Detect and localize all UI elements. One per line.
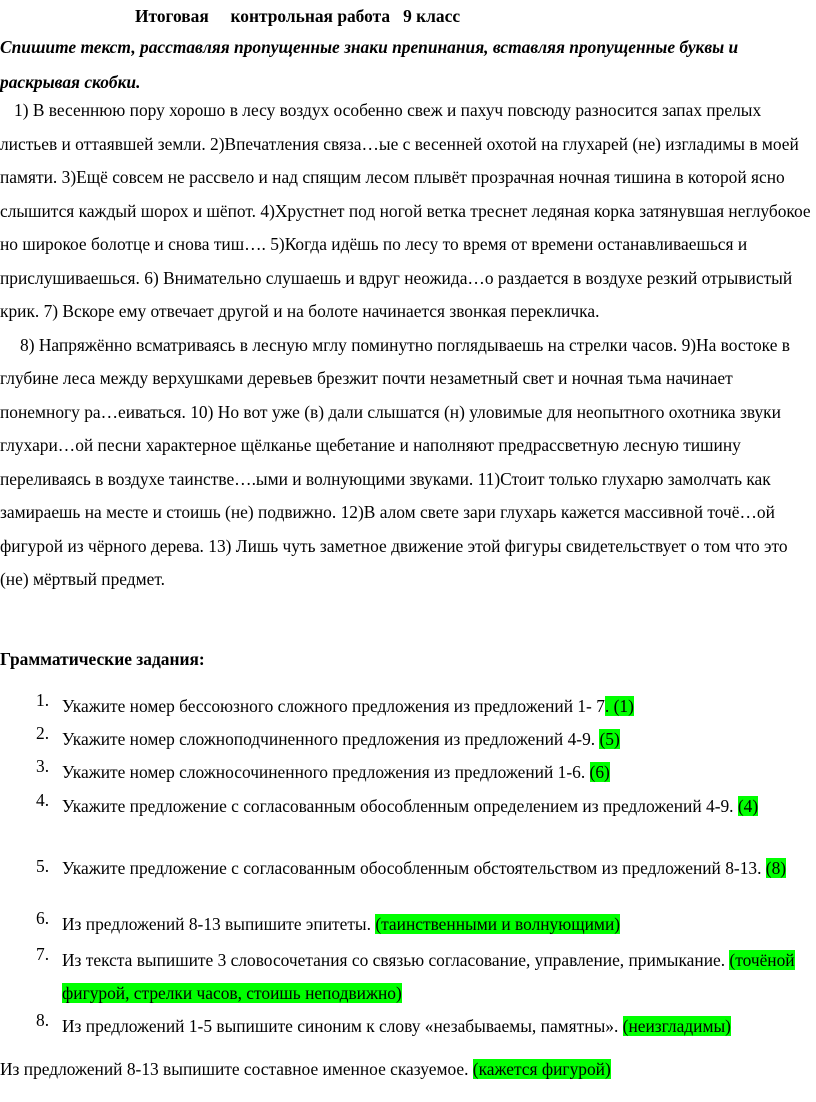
tasks-heading: Грамматические задания: bbox=[0, 649, 205, 669]
task-answer: (5) bbox=[599, 729, 620, 749]
task-text: Из предложений 8-13 выпишите эпитеты. (таинственными и волнующими) bbox=[62, 914, 621, 934]
task-answer: (точёной фигурой, стрелки часов, стоишь неподвижно) bbox=[62, 950, 795, 1003]
task-text: Укажите предложение с согласованным обособленным обстоятельством из предложений 8-13. (8) bbox=[62, 858, 787, 878]
task-number: 5. bbox=[36, 856, 50, 876]
final-task: Из предложений 8-13 выпишите составное именное сказуемое. (кажется фигурой) bbox=[0, 1059, 611, 1079]
task-number: 6. bbox=[36, 908, 50, 928]
task-text: Укажите номер сложноподчиненного предложения из предложений 4-9. (5) bbox=[62, 729, 620, 749]
task-answer: (4) bbox=[737, 796, 759, 816]
paragraph-2: 8) Напряжённо всматриваясь в лесную мглу поминутно поглядываешь на стрелки часов. 9)На востоке в глубине леса между верхушками деревьев брезжит почти незаметный свет и ночная тьма начинает понемногу ра…еиваться. 10) Но вот уже (в) дали слышатся (н) уловимые для неопытного охотника звуки глухари…ой песни характерное щёлканье щебетание и наполняют предрассветную лесную тишину переливаясь в воздухе таинстве….ыми и волнующими звуками. 11)Стоит только глухарю замолчать как замираешь на месте и стоишь (не) подвижно. 12)В алом свете зари глухарь кажется массивной точё…ой фигурой из чёрного дерева. 13) Лишь чуть заметное движение этой фигуры свидетельствует о том что это (не) мёртвый предмет. bbox=[0, 334, 790, 589]
task-answer: (неизгладимы) bbox=[622, 1016, 731, 1036]
task-text: Укажите номер сложносочиненного предложения из предложений 1-6. (6) bbox=[62, 762, 610, 782]
task-number: 1. bbox=[36, 690, 50, 710]
task-number: 8. bbox=[36, 1010, 50, 1030]
task-text: Из предложений 1-5 выпишите синоним к слову «незабываемы, памятны». (неизгладимы) bbox=[62, 1016, 731, 1036]
task-text: Укажите номер бессоюзного сложного предложения из предложений 1- 7. (1) bbox=[62, 696, 634, 716]
dictation-text bbox=[0, 94, 816, 597]
task-text: Укажите предложение с согласованным обособленным определением из предложений 4-9. (4) bbox=[62, 796, 759, 816]
page-title: Итоговая контрольная работа 9 класс bbox=[135, 6, 461, 26]
instruction-text: Спишите текст, расставляя пропущенные знаки препинания, вставляя пропущенные буквы и раскрывая скобки. bbox=[0, 37, 739, 92]
task-answer: . (1) bbox=[604, 696, 634, 716]
task-answer: (6) bbox=[589, 762, 610, 782]
final-answer: (кажется фигурой) bbox=[472, 1059, 611, 1079]
paragraph-1: 1) В весеннюю пору хорошо в лесу воздух особенно свеж и пахуч повсюду разносится запах прелых листьев и оттаявшей земли. 2)Впечатления связа…ые с весенней охотой на глухарей (не) изгладимы в моей памяти. 3)Ещё совсем не рассвело и над спящим лесом плывёт прозрачная ночная тишина в которой ясно слышится каждый шорох и шёпот. 4)Хрустнет под ногой ветка треснет ледяная корка затянувшая неглубокое но широкое болотце и снова тиш…. 5)Когда идёшь по лесу то время от времени останавливаешься и прислушиваешься. 6) Внимательно слушаешь и вдруг неожида…о раздается в воздухе резкий отрывистый крик. 7) Вскоре ему отвечает другой и на болоте начинается звонкая перекличка. bbox=[0, 100, 811, 321]
task-number: 3. bbox=[36, 756, 50, 776]
task-answer: (8) bbox=[765, 858, 787, 878]
task-text: Из текста выпишите 3 словосочетания со связью согласование, управление, примыкание. (точёной фигурой, стрелки часов, стоишь неподвижно) bbox=[62, 950, 795, 1003]
task-answer: (таинственными и волнующими) bbox=[375, 914, 621, 934]
task-number: 7. bbox=[36, 944, 50, 964]
task-number: 2. bbox=[36, 723, 50, 743]
task-number: 4. bbox=[36, 790, 50, 810]
